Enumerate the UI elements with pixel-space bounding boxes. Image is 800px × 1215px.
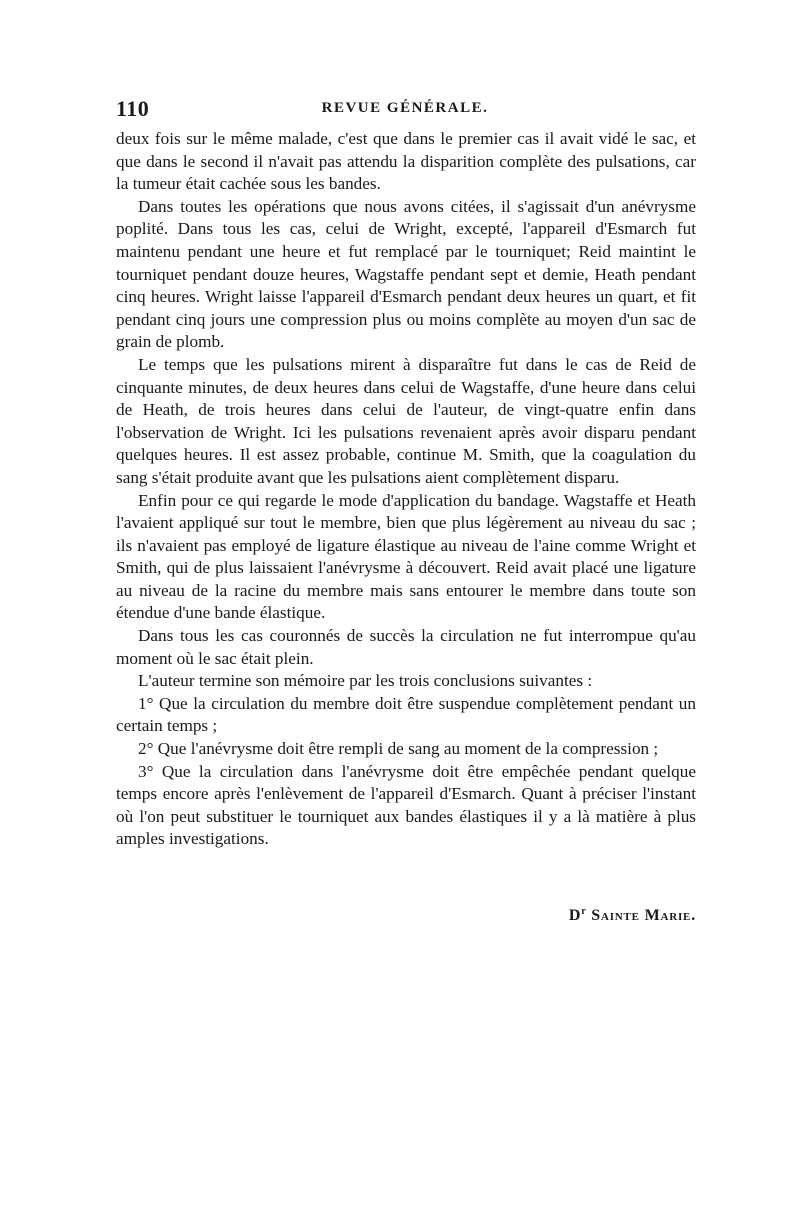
paragraph-pulsations: Le temps que les pulsations mirent à disparaître fut dans le cas de Reid de cinquante minutes, de deux heures dans celui de Wagstaffe, d'une heure dans celui de Heath, de trois heures dans celui de l'auteur, de vingt-quatre enfin dans l'observation de Wright. Ici les pulsations revenaient après avoir disparu pendant quelques heures. Il est assez probable, continue M. Smith, que la coagulation du sang s'était produite avant que les pulsations aient complètement disparu. [116, 354, 696, 487]
paragraph-bandage: Enfin pour ce qui regarde le mode d'application du bandage. Wagstaffe et Heath l'avaient appliqué sur tout le membre, bien que plus légèrement au niveau du sac ; ils n'avaient pas employé de ligature élastique au niveau de l'aine comme Wright et Smith, qui de plus laissaient l'anévrysme à découvert. Reid avait placé une ligature au niveau de la racine du membre mais sans entourer le membre dans toute son étendue d'une bande élastique. [116, 490, 696, 623]
running-title: REVUE GÉNÉRALE. [321, 100, 489, 116]
page-number: 110 [116, 96, 150, 121]
conclusion-1: 1° Que la circulation du membre doit être suspendue complètement pendant un certain temps ; [116, 693, 696, 736]
author-signature [569, 906, 696, 925]
signature-title: $D^r$ [568, 906, 587, 924]
paragraph-conclusions-intro: L'auteur termine son mémoire par les trois conclusions suivantes : [138, 671, 593, 691]
paragraph-success: Dans tous les cas couronnés de succès la circulation ne fut interrompue qu'au moment où le sac était plein. [116, 626, 696, 668]
paragraph-operations: Dans toutes les opérations que nous avons citées, il s'agissait d'un anévrysme poplité. Dans tous les cas, celui de Wright, excepté, l'appareil d'Esmarch fut maintenu pendant une heure et fut remplacé par le tourniquet; Reid maintint le tourniquet pendant douze heures, Wagstaffe pendant sept et demie, Heath pendant cinq heures. Wright laisse l'appareil d'Esmarch pendant deux heures un quart, et fit pendant cinq jours une compression plus ou moins complète au moyen d'un sac de grain de plomb. [116, 196, 696, 352]
signature-title-sup: r [581, 906, 587, 917]
body-text [116, 128, 696, 851]
signature-name: Sainte Marie. [591, 907, 696, 924]
conclusion-3: 3° Que la circulation dans l'anévrysme doit être empêchée pendant quelque temps encore après l'enlèvement de l'appareil d'Esmarch. Quant à préciser l'instant où l'on peut substituer le tourniquet aux bandes élastiques il y a là matière à plus amples investigations. [116, 761, 696, 849]
paragraph-continuation: deux fois sur le même malade, c'est que dans le premier cas il avait vidé le sac, et que dans le second il n'avait pas attendu la disparition complète des pulsations, car la tumeur était cachée sous les bandes. [116, 129, 696, 194]
page-header [116, 96, 694, 126]
conclusion-2: 2° Que l'anévrysme doit être rempli de sang au moment de la compression ; [138, 739, 659, 759]
